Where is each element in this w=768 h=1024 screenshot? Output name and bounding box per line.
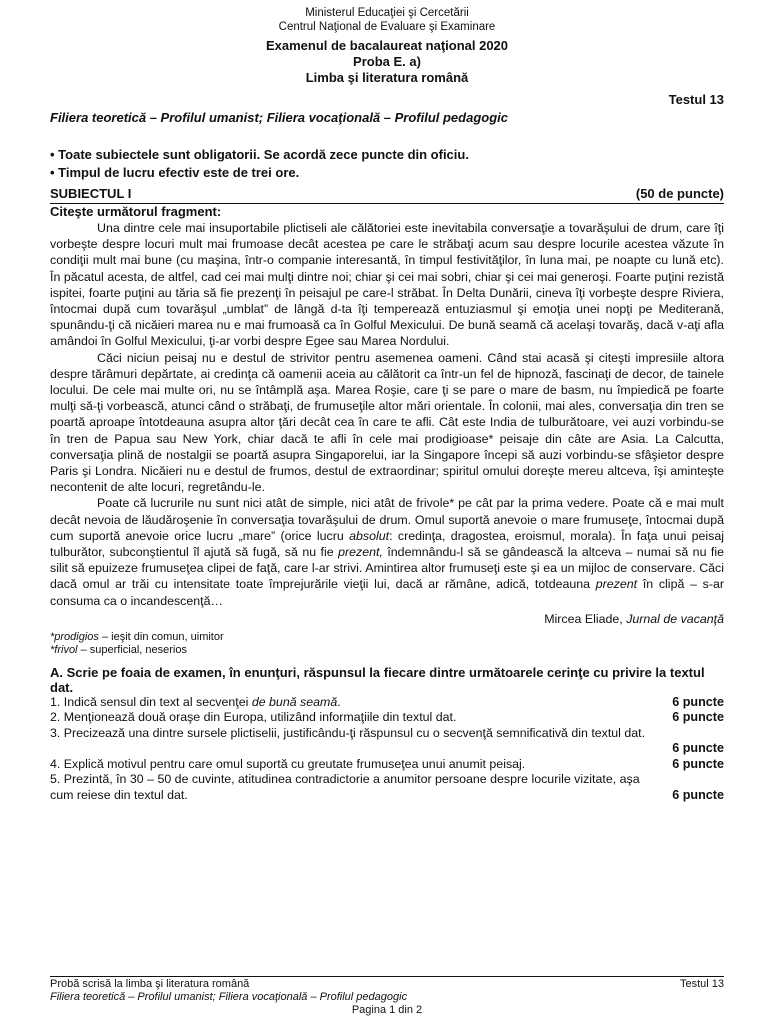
filiera-line: Filiera teoretică – Profilul umanist; Filiera vocaţională – Profilul pedagogic	[50, 110, 509, 125]
requirement-2	[50, 710, 724, 726]
source-citation	[50, 611, 724, 627]
requirement-points: 6 puncte	[672, 741, 724, 756]
author-name: Mircea Eliade,	[544, 611, 623, 626]
requirement-5	[50, 772, 724, 803]
subject-title: Limba şi literatura română	[305, 70, 469, 85]
glossary-word: *frivol	[50, 643, 78, 656]
glossary-notes	[50, 631, 724, 657]
requirement-points: 6 puncte	[672, 787, 724, 802]
requirement-text: 5. Prezintă, în 30 – 50 de cuvinte, atitudinea contradictorie a anumitor persoane despre locurile vizitate, aşa cum reiese din textul dat.	[50, 772, 640, 802]
p3-italic: prezent,	[338, 545, 383, 560]
glossary-note	[50, 631, 724, 644]
subject-heading	[50, 186, 724, 204]
p3-text: îndemnându-l să se gândească la altceva – numai să nu fie silit să epuizeze frumuseţea clipei de faţă, care l-ar strivi. Amintirea altor frumuseţi este şi ea un mijloc de conservare. Căci dacă omul ar trăi cu intensitate toate împrejurările vieţii lui, dacă ar rămâne, adică, totdeauna	[50, 545, 724, 592]
exam-title: Examenul de bacalaureat naţional 2020	[265, 38, 509, 53]
requirement-4	[50, 757, 724, 773]
requirement-1	[50, 695, 724, 711]
section-a-title: A. Scrie pe foaia de examen, în enunţuri, răspunsul la fiecare dintre următoarele cerinţe cu privire la textul dat.	[50, 664, 705, 695]
test-number: Testul 13	[668, 92, 724, 107]
footer-filiera: Filiera teoretică – Profilul umanist; Filiera vocaţională – Profilul pedagogic	[50, 991, 408, 1003]
instruction-item: • Timpul de lucru efectiv este de trei ore.	[50, 164, 724, 182]
proba-title: Proba E. a)	[353, 54, 421, 69]
footer-test-number: Testul 13	[679, 978, 724, 990]
p3-italic: prezent	[595, 577, 638, 592]
requirement-text: 3. Precizează una dintre sursele plictiselii, justificându-ţi răspunsul cu o secvenţă semnificativă din textul dat.	[50, 725, 646, 740]
p3-text: : credinţa, dragostea, eroismul, morala). În faţa unui peisaj tulburător, subconştientul îl ajută să fugă, să nu fie	[50, 528, 724, 560]
requirement-text: 4. Explică motivul pentru care omul suportă cu greutate frumuseţea unui anumit peisaj.	[50, 756, 526, 771]
glossary-definition: – ieşit din comun, uimitor	[98, 630, 224, 643]
requirement-points: 6 puncte	[672, 694, 724, 709]
p3-text: Poate că lucrurile nu sunt nici atât de simple, nici atât de frivole* pe cât par la prima vedere. Poate că e mai mult decât nevoia de lăudăroşenie în conversaţia tovarăşului de drum. Omul suportă anevoie o mare frumuseţe, întocmai după cum suportă anevoie orice lucru „mare” (orice lucru	[50, 496, 724, 543]
fragment-paragraph-1: Una dintre cele mai insuportabile plictiseli ale călătoriei este inevitabila conversaţie a tovarăşului de drum, care îţi vorbeşte despre locuri mult mai frumoase decât acestea pe care le străbaţi acum sau despre locurile acestea văzute în condiţii mult mai bune (cu maşina, într-o companie interesantă, în timpul festivităţilor, în luna mai, pe noapte cu lună etc). În păcatul acesta, de altfel, cad cei mai mulţi dintre noi; chiar şi cei mai sobri, chiar şi cei mai generoşi. Foarte puţini rezistă ispitei, foarte puţini au tăria să fie prezenţi în peisajul pe care-l străbat. În Delta Dunării, cineva îţi vorbeşte despre Riviera, întocmai după cum tovarăşul „umblat” de lângă d-ta îţi temperează entuziasmul şi emoţia unei nopţi pe Mediterană, spunându-ţi că nicăieri marea nu e mai frumoasă ca în Golful Mexicului. De bună seamă că acelaşi tovarăş, dacă v-aţi afla amândoi în Golful Mexicului, ţi-ar vorbi despre Egee sau Marea Nordului.	[50, 221, 724, 349]
page-number: Pagina 1 din 2	[351, 1004, 423, 1016]
requirement-3	[50, 726, 724, 742]
read-instruction: Citeşte următorul fragment:	[50, 204, 222, 219]
footer-exam-label: Probă scrisă la limba şi literatura română	[50, 978, 250, 990]
glossary-definition: – superficial, neserios	[77, 643, 187, 656]
page-footer	[50, 976, 724, 1017]
exam-page	[50, 0, 724, 803]
glossary-word: *prodigios	[50, 630, 99, 643]
subject-points: (50 de puncte)	[635, 186, 724, 201]
glossary-note	[50, 644, 724, 657]
p3-italic: absolut	[349, 528, 390, 543]
requirement-text: 1. Indică sensul din text al secvenţei de bună seamă.	[50, 694, 341, 709]
requirement-points: 6 puncte	[672, 710, 724, 725]
subject-title-label: SUBIECTUL I	[50, 186, 132, 201]
p3-text: în clipă – s-ar consuma ca o incandescenţă…	[50, 577, 724, 608]
work-title: Jurnal de vacanţă	[626, 611, 724, 626]
requirement-text: 2. Menţionează două oraşe din Europa, utilizând informaţiile din textul dat.	[50, 710, 457, 725]
fragment-paragraph-3	[50, 495, 724, 608]
fragment-paragraph-2: Căci niciun peisaj nu e destul de strivitor pentru asemenea oameni. Când stai acasă şi citeşti impresiile altora despre tărâmuri depărtate, ai credinţa că oamenii aceia au călătorit ca într-un fel de hipnoză, fascinaţi de decor, de tainele locului. De cele mai multe ori, nu se întâmplă aşa. Marea Roşie, care ţi se pare o mare de basm, nu împiedică pe foarte mulţi să-ţi vorbească, atunci când o străbaţi, de frumuseţile altor mări orientale. În colonii, mai ales, conversaţia din tren se poartă aproape întotdeauna asupra altor ţări decât cea în care te afli. Cât este India de tulburătoare, vei auzi vorbindu-se în tren de Papua sau New York, chiar dacă te afli în cele mai prodigioase* peisaje din câte are Asia. La Calcutta, conversaţia plină de nostalgii se poartă asupra Singaporelui, iar la Singapore începi să auzi vorbindu-se sfâşietor despre Paris şi Londra. Nicăieri nu e destul de frumos, destul de extraordinar; spiritul omului doreşte mereu altceva, îşi aminteşte necontenit de alte locuri, regretându-le.	[50, 350, 724, 495]
ministry-name: Ministerul Educaţiei şi Cercetării	[305, 7, 469, 19]
center-name: Centrul Naţional de Evaluare şi Examinare	[278, 21, 496, 33]
instruction-item: • Toate subiectele sunt obligatorii. Se acordă zece puncte din oficiu.	[50, 146, 724, 164]
requirement-points: 6 puncte	[672, 756, 724, 771]
instructions-list	[50, 146, 724, 182]
